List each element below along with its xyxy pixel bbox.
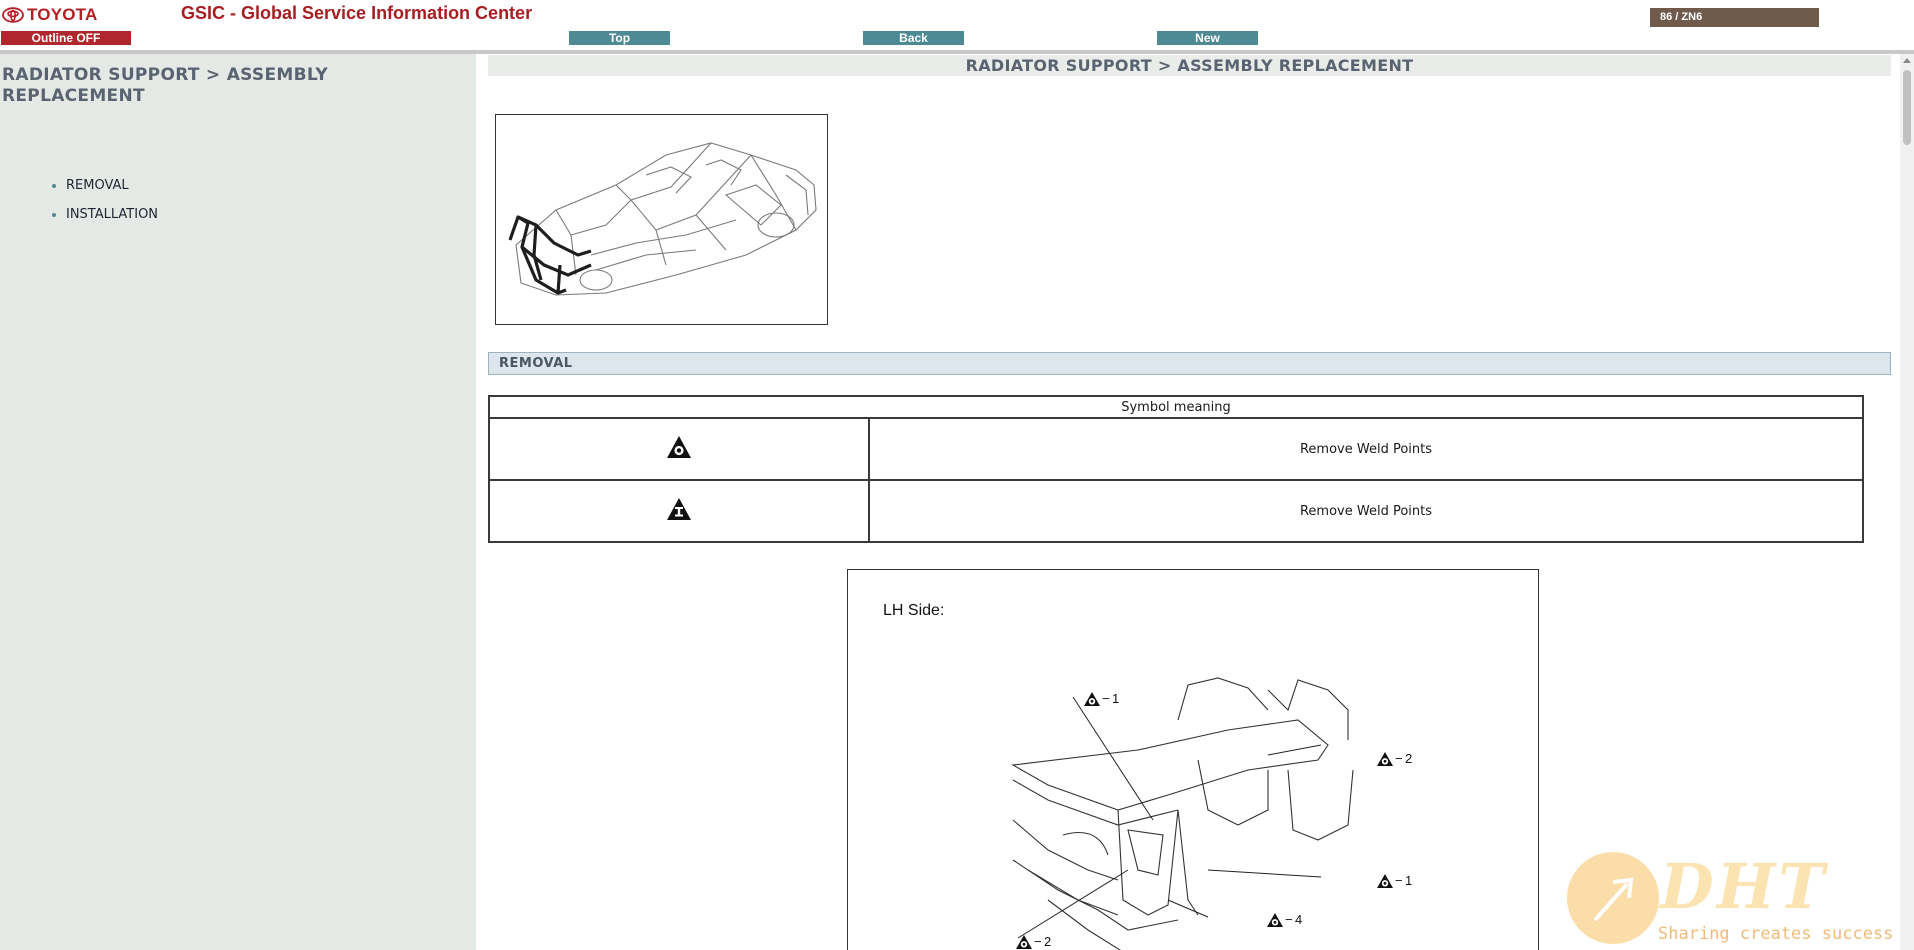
meaning-cell: Remove Weld Points [869, 418, 1863, 480]
scroll-up-icon[interactable] [1903, 58, 1911, 63]
table-row [489, 418, 1863, 480]
watermark-logo: DHT [1660, 850, 1828, 923]
callout-number: 4 [1295, 912, 1303, 927]
table-header-row [489, 396, 1863, 418]
back-button[interactable]: Back [863, 31, 964, 45]
model-badge: 86 / ZN6 [1650, 8, 1819, 27]
diagram-side-label: LH Side: [883, 602, 945, 619]
toc-item-label: INSTALLATION [66, 207, 159, 222]
table-of-contents [52, 171, 158, 229]
svg-text:−: − [1285, 912, 1293, 927]
symbol-cell [489, 418, 869, 480]
callout-number: 1 [1405, 873, 1413, 888]
brand-name: TOYOTA [27, 5, 98, 24]
new-button[interactable]: New [1157, 31, 1258, 45]
svg-text:−: − [1395, 873, 1403, 888]
weld-point-circle-icon [666, 435, 692, 459]
header [0, 0, 1914, 52]
symbol-table [488, 395, 1864, 543]
callout-number: 1 [1112, 691, 1120, 706]
page-title: RADIATOR SUPPORT > ASSEMBLY REPLACEMENT [488, 55, 1891, 76]
svg-text:−: − [1395, 751, 1403, 766]
callout-number: 2 [1044, 934, 1052, 949]
car-body-drawing [496, 115, 827, 324]
svg-text:−: − [1102, 691, 1110, 706]
radiator-support-drawing [848, 570, 1538, 950]
content-pane [476, 54, 1914, 950]
bullet-icon [52, 213, 56, 217]
toc-item-removal[interactable] [52, 171, 158, 200]
toyota-logo [2, 3, 97, 27]
scroll-thumb[interactable] [1903, 70, 1911, 145]
callout-weld-4 [1267, 912, 1302, 927]
callout-weld-1-top [1084, 691, 1119, 706]
car-body-illustration [495, 114, 828, 325]
watermark-slogan: Sharing creates success [1658, 924, 1894, 944]
callout-number: 2 [1405, 751, 1413, 766]
bullet-icon [52, 184, 56, 188]
vertical-scrollbar[interactable] [1900, 54, 1914, 950]
toyota-emblem-icon [2, 7, 24, 23]
toc-item-label: REMOVAL [66, 178, 129, 193]
sidebar-title: RADIATOR SUPPORT > ASSEMBLY REPLACEMENT [2, 65, 328, 106]
diagram-callouts [1016, 691, 1412, 949]
app-title: GSIC - Global Service Information Center [181, 3, 533, 23]
symbol-cell [489, 480, 869, 542]
callout-weld-2-right [1377, 751, 1412, 766]
weld-point-i-icon [666, 497, 692, 521]
outline-toggle-button[interactable]: Outline OFF [1, 31, 131, 45]
top-button[interactable]: Top [569, 31, 670, 45]
svg-text:−: − [1034, 934, 1042, 949]
watermark [1565, 850, 1910, 950]
arrow-circle-icon [1565, 850, 1661, 946]
callout-weld-1-right [1377, 873, 1412, 888]
table-row [489, 480, 1863, 542]
meaning-cell: Remove Weld Points [869, 480, 1863, 542]
table-header: Symbol meaning [489, 396, 1863, 418]
sidebar [0, 54, 476, 950]
section-header-removal: REMOVAL [488, 352, 1891, 375]
lh-side-diagram [847, 569, 1539, 950]
toc-item-installation[interactable] [52, 200, 158, 229]
